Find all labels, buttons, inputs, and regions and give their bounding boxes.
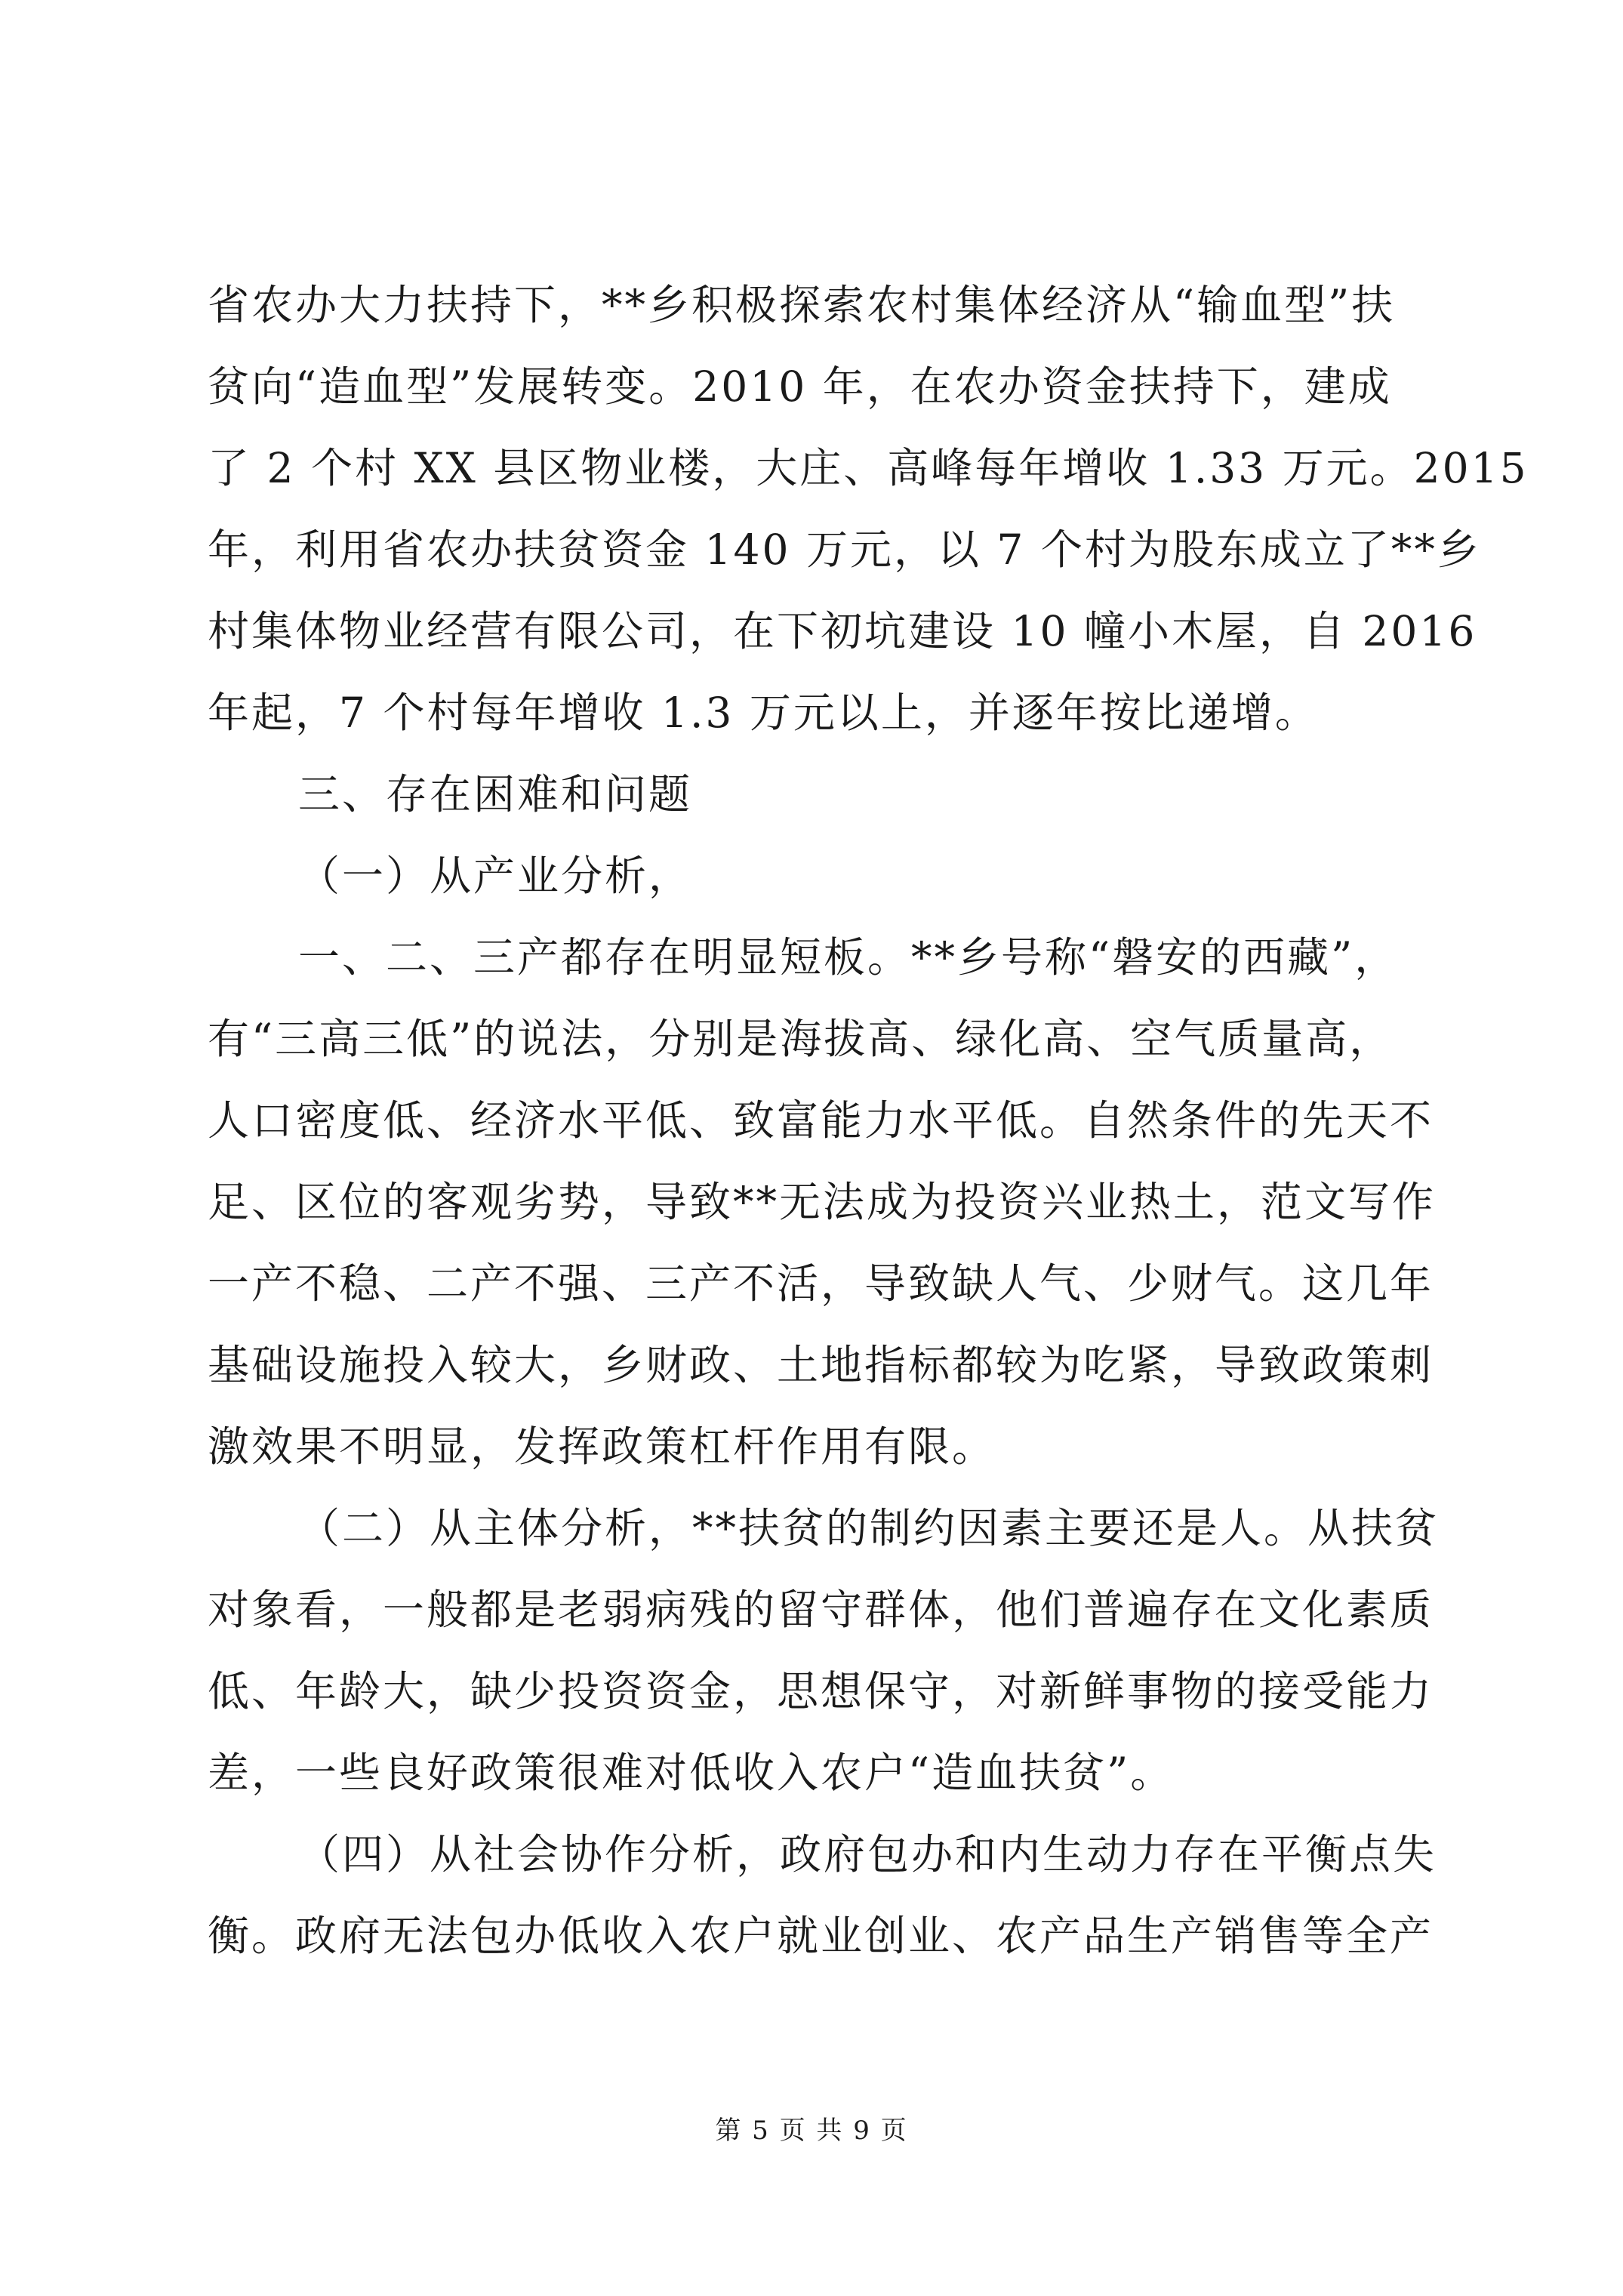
text-line: 激效果不明显，发挥政策杠杆作用有限。	[208, 1422, 996, 1471]
text-line: 一、二、三产都存在明显短板。**乡号称“磐安的西藏”，	[298, 933, 1399, 982]
text-line: 衡。政府无法包办低收入农户就业创业、农产品生产销售等全产	[208, 1912, 1434, 1960]
text-line: 了 2 个村 XX 县区物业楼，大庄、高峰每年增收 1.33 万元。2015	[208, 444, 1529, 492]
text-line: 一产不稳、二产不强、三产不活，导致缺人气、少财气。这几年	[208, 1259, 1434, 1308]
text-line: （二）从主体分析，**扶贫的制约因素主要还是人。从扶贫	[298, 1504, 1440, 1552]
text-line: 年起，7 个村每年增收 1.3 万元以上，并逐年按比递增。	[208, 689, 1319, 737]
text-line: 人口密度低、经济水平低、致富能力水平低。自然条件的先天不	[208, 1096, 1434, 1145]
text-line: 村集体物业经营有限公司，在下初坑建设 10 幢小木屋，自 2016	[208, 607, 1477, 655]
document-body	[208, 264, 1529, 1977]
text-line: 足、区位的客观劣势，导致**无法成为投资兴业热土，范文写作	[208, 1178, 1437, 1226]
text-line: 差，一些良好政策很难对低收入农户“造血扶贫”。	[208, 1749, 1175, 1797]
text-line: 低、年龄大，缺少投资资金，思想保守，对新鲜事物的接受能力	[208, 1667, 1434, 1715]
text-line: 省农办大力扶持下，**乡积极探索农村集体经济从“输血型”扶	[208, 281, 1396, 329]
text-line: （四）从社会协作分析，政府包办和内生动力存在平衡点失	[298, 1830, 1437, 1878]
text-line: 对象看，一般都是老弱病残的留守群体，他们普遍存在文化素质	[208, 1586, 1434, 1634]
text-line: 有“三高三低”的说法，分别是海拔高、绿化高、空气质量高，	[208, 1015, 1394, 1063]
section-heading: 三、存在困难和问题	[298, 770, 693, 818]
subsection-heading: （一）从产业分析，	[298, 852, 693, 900]
text-line: 基础设施投入较大，乡财政、土地指标都较为吃紧，导致政策刺	[208, 1341, 1434, 1389]
page-footer: 第 5 页 共 9 页	[715, 2116, 908, 2146]
text-line: 年，利用省农办扶贫资金 140 万元，以 7 个村为股东成立了**乡	[208, 525, 1481, 574]
text-line: 贫向“造血型”发展转变。2010 年，在农办资金扶持下，建成	[208, 362, 1392, 411]
